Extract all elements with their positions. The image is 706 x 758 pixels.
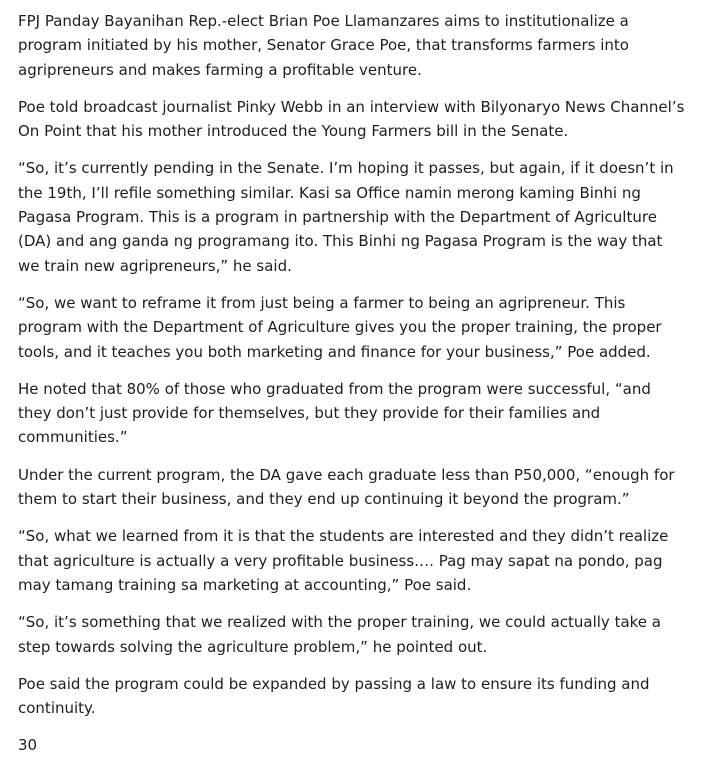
article-paragraph: He noted that 80% of those who graduated from the program were successful, “and they don’t just provide for themselves, but they provide for their families and communities.” <box>18 379 651 447</box>
article-paragraph: Poe said the program could be expanded by passing a law to ensure its funding and continuity. <box>18 674 650 718</box>
page-number: 30 <box>18 736 38 755</box>
article-paragraph: “So, it’s currently pending in the Senate. I’m hoping it passes, but again, if it doesn’t in the 19th, I’ll refile something similar. Kasi sa Office namin merong kaming Binhi ng Pagasa Program. This is a program in partnership with the Department of Agriculture (DA) and ang ganda ng programang ito. This Binhi ng Pagasa Program is the way that we train new agripreneurs,” he said. <box>18 159 674 275</box>
article-paragraph: Poe told broadcast journalist Pinky Webb in an interview with Bilyonaryo News Channel’s On Point that his mother introduced the Young Farmers bill in the Senate. <box>18 97 685 141</box>
article-paragraph: “So, it’s something that we realized with the proper training, we could actually take a step towards solving the agriculture problem,” he pointed out. <box>18 613 661 656</box>
article-paragraph: “So, we want to reframe it from just being a farmer to being an agripreneur. This program with the Department of Agriculture gives you the proper training, the proper tools, and it teaches you both marketing and finance for your business,” Poe added. <box>18 293 662 361</box>
article-paragraph: Under the current program, the DA gave each graduate less than P50,000, “enough for them to start their business, and they end up continuing it beyond the program.” <box>18 465 675 509</box>
article-paragraph: “So, what we learned from it is that the students are interested and they didn’t realize that agriculture is actually a very profitable business…. Pag may sapat na pondo, pag may tamang training sa marketing at accounting,” Poe said. <box>18 527 669 594</box>
article-paragraph: FPJ Panday Bayanihan Rep.-elect Brian Poe Llamanzares aims to institutionalize a program initiated by his mother, Senator Grace Poe, that transforms farmers into agripreneurs and makes farming a profitable venture. <box>18 12 629 79</box>
